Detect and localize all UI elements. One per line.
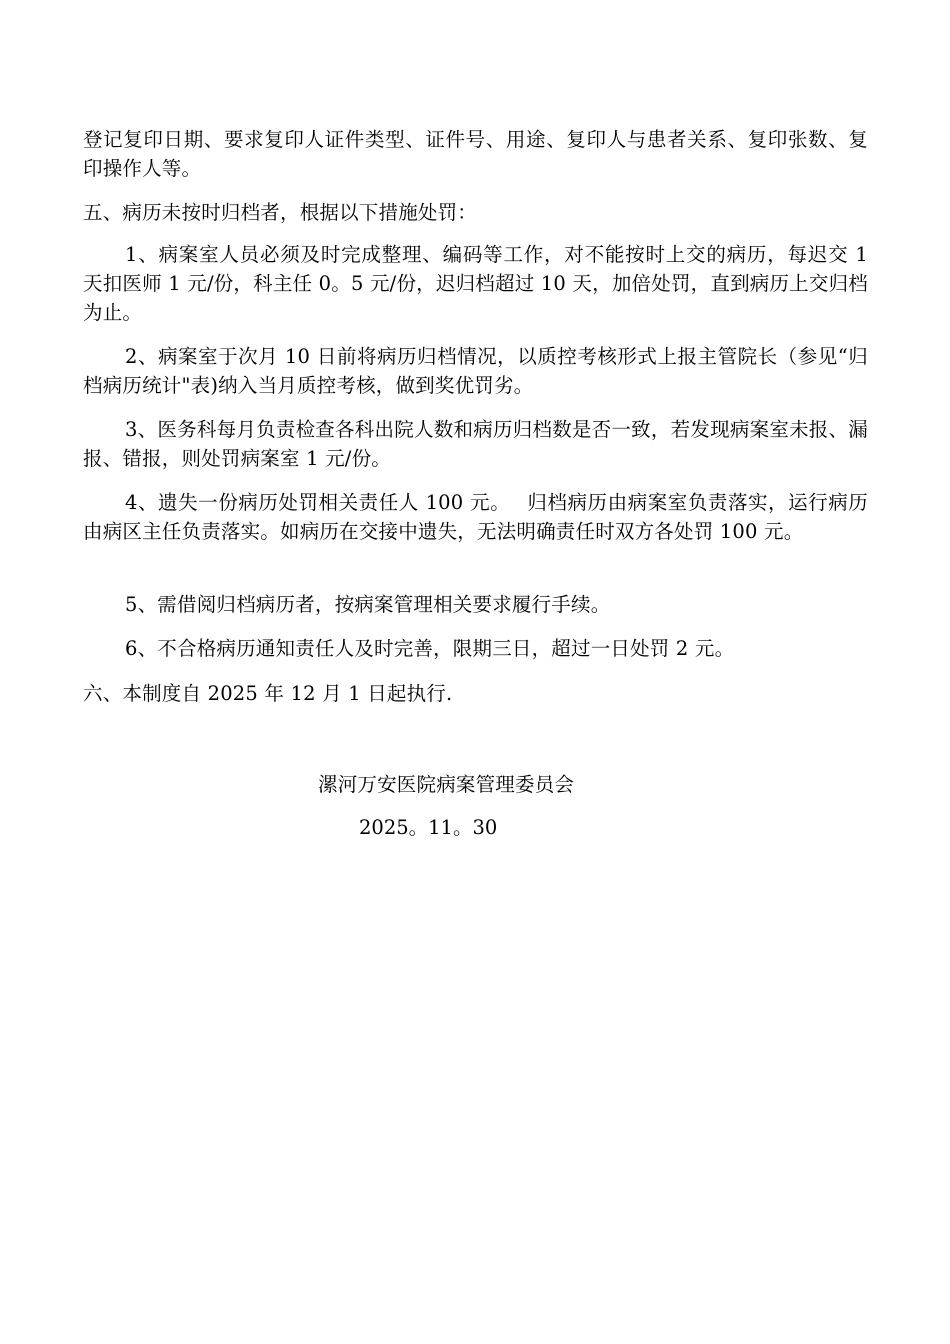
rule-item-6: 6、不合格病历通知责任人及时完善，限期三日，超过一日处罚 2 元。	[125, 637, 735, 660]
rule-item-2: 2、病案室于次月 10 日前将病历归档情况，以质控考核形式上报主管院长（参见“归档病历统计"表)纳入当月质控考核，做到奖优罚劣。	[83, 345, 868, 397]
section-five-heading: 五、病历未按时归档者，根据以下措施处罚：	[83, 201, 478, 224]
section-six-effective-date: 六、本制度自 2025 年 12 月 1 日起执行.	[83, 682, 453, 705]
rule-item-3: 3、医务科每月负责检查各科出院人数和病历归档数是否一致，若发现病案室未报、漏报、错报，则处罚病案室 1 元/份。	[83, 418, 868, 470]
rule-item-1: 1、病案室人员必须及时完成整理、编码等工作，对不能按时上交的病历，每迟交 1 天扣医师 1 元/份，科主任 0。5 元/份，迟归档超过 10 天，加倍处罚，直到病历上交归档为止。	[83, 243, 868, 324]
rule-item-4: 4、遗失一份病历处罚相关责任人 100 元。 归档病历由病案室负责落实，运行病历由病区主任负责落实。如病历在交接中遗失，无法明确责任时双方各处罚 100 元。	[83, 491, 868, 543]
signature-date: 2025。11。30	[359, 816, 498, 839]
signature-organization: 漯河万安医院病案管理委员会	[318, 773, 575, 796]
paragraph-copy-registration: 登记复印日期、要求复印人证件类型、证件号、用途、复印人与患者关系、复印张数、复印操作人等。	[83, 128, 868, 180]
rule-item-5: 5、需借阅归档病历者，按病案管理相关要求履行手续。	[125, 593, 611, 616]
